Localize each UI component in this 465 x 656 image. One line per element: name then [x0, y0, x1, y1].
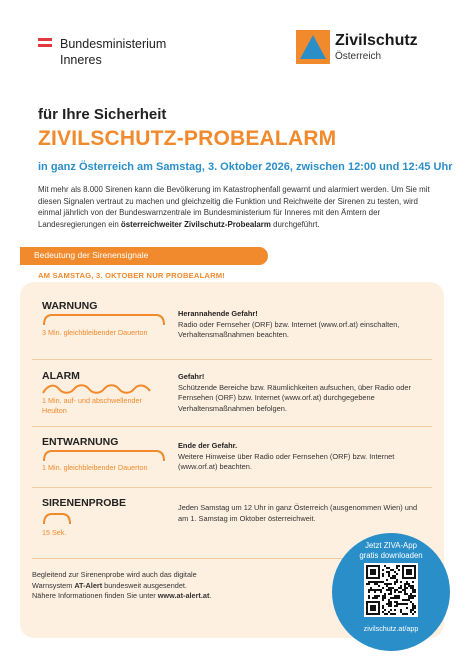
divider: [32, 426, 432, 427]
signal-name: WARNUNG: [42, 300, 98, 312]
ziva-app-badge[interactable]: [332, 533, 450, 651]
intro-body: Mit mehr als 8.000 Sirenen kann die Bevölkerung im Katastrophenfall gewarnt und alarmiert werden. Um Sie mit diesen Signalen vertraut zu machen und gleichzeitig die Funktion und Reichweite der Sirenen zu testen, wird einmal jährlich von der Bundeswarnzentrale im Bundesministerium für Inneres mit den Ämtern der Landesregierungen ein österreichweiter Zivilschutz-Probealarm durchgeführt.: [38, 185, 430, 229]
signal-info: Ende der Gefahr. Weitere Hinweise über Radio oder Fernsehen (ORF) bzw. Internet (www.orf.at) beachten.: [178, 441, 395, 471]
signal-description: 1 Min. auf- und abschwellender Heulton: [42, 396, 142, 415]
divider: [32, 359, 432, 360]
signal-name: ENTWARNUNG: [42, 436, 119, 448]
page-header: [0, 0, 465, 92]
signal-info: Gefahr! Schützende Bereiche bzw. Räumlichkeiten aufsuchen, über Radio oder Fernsehen (ORF) bzw. Internet (www.orf.at) durchgegebene Verhaltensmaßnahmen befolgen.: [178, 372, 411, 413]
signal-name: SIRENENPROBE: [42, 497, 127, 509]
signal-info: Herannahende Gefahr! Radio oder Fernseher (ORF) bzw. Internet (www.orf.at) einschalten, Verhaltensmaßnahmen beachten.: [178, 309, 400, 339]
intro-section: [38, 106, 453, 230]
signal-description: 1 Min. gleichbleibender Dauerton: [42, 463, 148, 472]
qr-code-icon[interactable]: [364, 563, 418, 617]
austria-flag-icon: [38, 38, 52, 48]
ziva-line-1: Jetzt ZIVA-App: [365, 541, 417, 550]
ziva-line-2: gratis downloaden: [359, 551, 423, 560]
section-heading: Bedeutung der Sirenensignale: [34, 250, 149, 260]
section-heading-bar: [20, 247, 268, 265]
event-dateline: in ganz Österreich am Samstag, 3. Oktober 2026, zwischen 12:00 und 12:45 Uhr: [38, 161, 453, 173]
zivilschutz-subtitle: Österreich: [335, 51, 382, 62]
intro-subtitle: für Ihre Sicherheit: [38, 106, 167, 123]
signal-info: Jeden Samstag um 12 Uhr in ganz Österreich (ausgenommen Wien) und am 1. Samstag im Oktober österreichweit.: [178, 503, 418, 523]
zivilschutz-title: Zivilschutz: [335, 32, 418, 49]
probealarm-note: AM SAMSTAG, 3. OKTOBER NUR PROBEALARM!: [38, 271, 226, 280]
signal-description: 15 Sek.: [42, 528, 67, 537]
signal-name: ALARM: [42, 370, 80, 382]
at-alert-link[interactable]: www.at-alert.at: [157, 591, 210, 600]
ziva-url[interactable]: zivilschutz.at/app: [363, 624, 419, 633]
ministry-name: Bundesministerium Inneres: [60, 37, 167, 67]
signal-description: 3 Min. gleichbleibender Dauerton: [42, 328, 148, 337]
at-alert-info: Begleitend zur Sirenenprobe wird auch das digitale Warnsystem AT-Alert bundesweit ausgesendet. Nähere Informationen finden Sie unter www.at-alert.at.: [32, 570, 212, 600]
zivilschutz-triangle-icon: [296, 30, 330, 64]
divider: [32, 487, 432, 488]
page-title: ZIVILSCHUTZ-PROBEALARM: [38, 127, 337, 150]
